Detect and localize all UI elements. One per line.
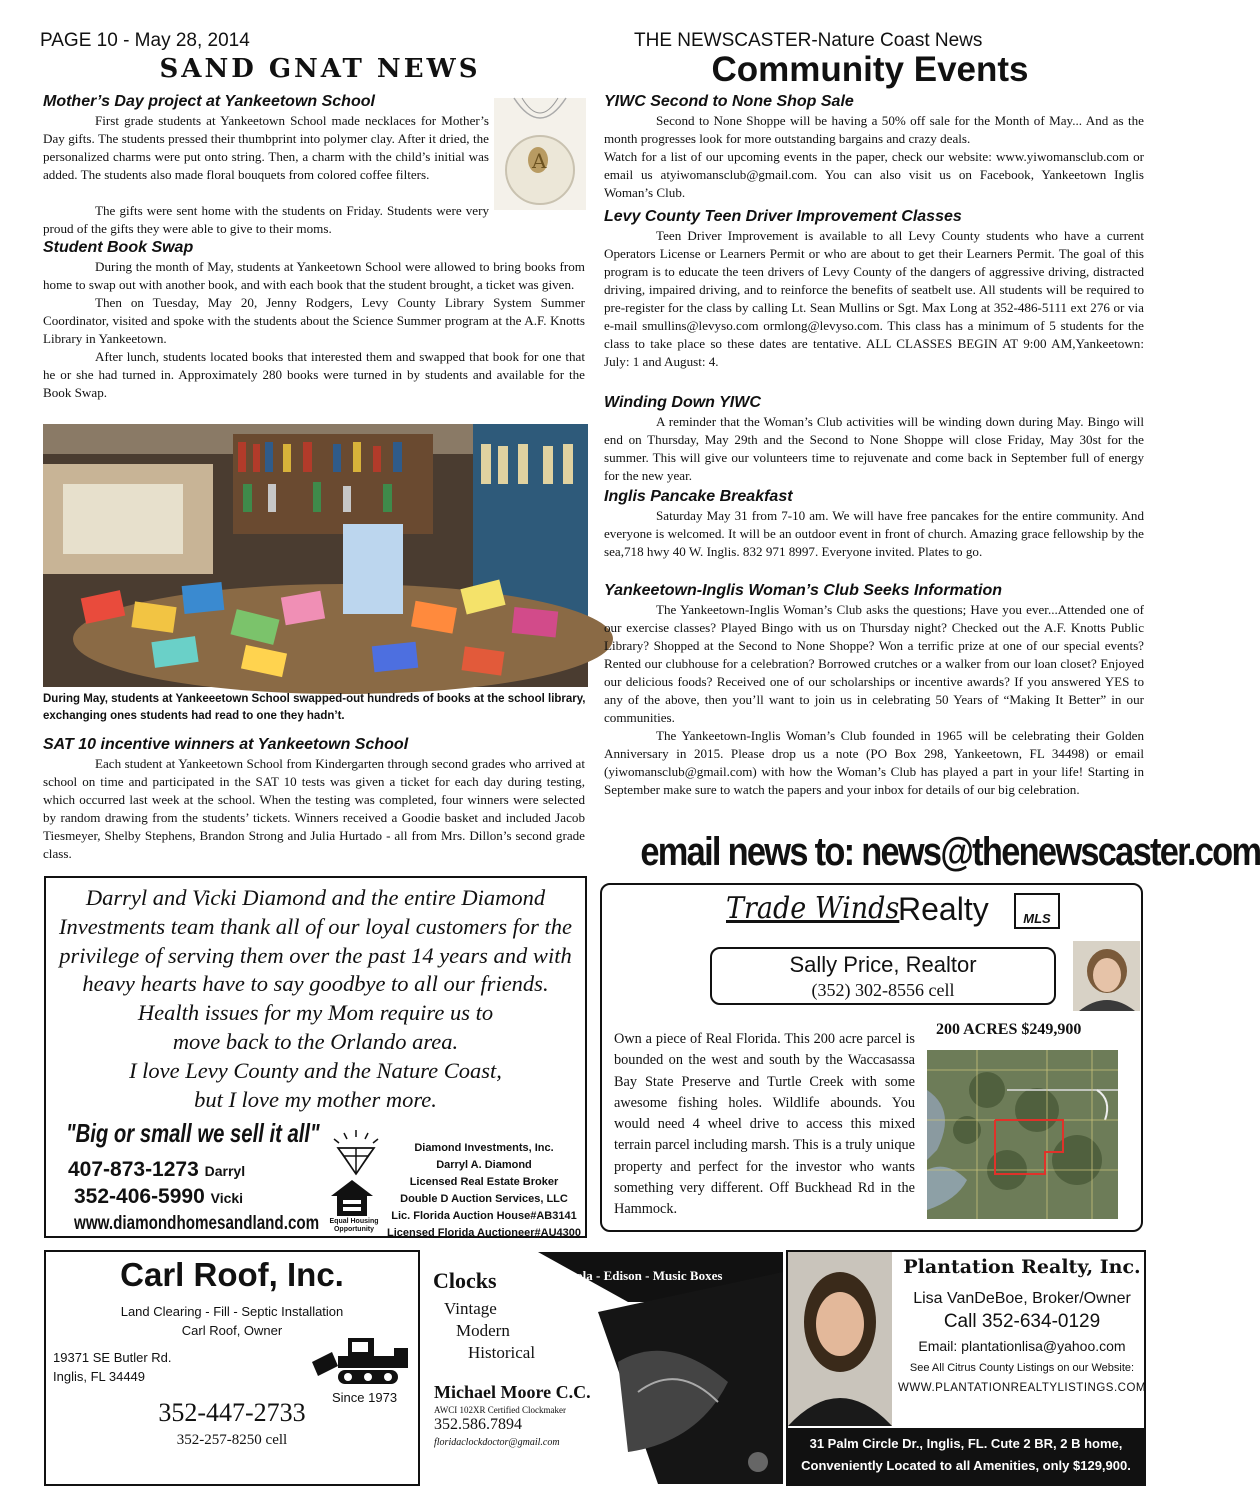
paragraph: Each student at Yankeetown School from Kindergarten through second grades who arrived at school on time and participated in the SAT 10 tests was given a ticket for each day during testing, which occurred last week at the school. When the testing was completed, four winners were selected by random drawing from the students’ tickets. Winners received a Goodie basket and included Jacob Tiesmeyer, Shelby Stephens, Brandon Strong and Julia Hurtado - all from Mrs. Dillon’s second grade class. <box>43 756 585 861</box>
phone-vicki[interactable] <box>74 1185 243 1209</box>
property-description: Own a piece of Real Florida. This 200 acre parcel is bounded on the west and south by the Waccasassa Bay State Preserve and Turtle Creek with some awesome fishing holes. Wildlife abounds. You would need 4 wheel drive to access this mixed terrain parcel including marsh. This is a truly unique property and perfect for the investor who wants something very different. Off Buckhead Rd in the Hammock. <box>614 1031 915 1218</box>
realty-website[interactable]: WWW.PLANTATIONREALTYLISTINGS.COM <box>898 1382 1146 1394</box>
realty-word: Realty <box>898 891 989 927</box>
broker-name: Lisa VanDeBoe, Broker/Owner <box>913 1290 1131 1307</box>
broker-contact <box>898 1288 1146 1397</box>
message-line: Health issues for my Mom require us to <box>137 1000 494 1026</box>
label-line: Equal Housing <box>329 1218 379 1225</box>
farewell-message <box>46 884 585 1114</box>
article-mothers-day <box>43 92 489 184</box>
cell-phone[interactable]: 352-257-8250 cell <box>176 1432 288 1448</box>
paragraph: Second to None Shoppe will be having a 50% off sale for the Month of May... And as the month progresses look for more outstanding bargains and crazy deals. <box>604 113 1144 146</box>
paragraph: After lunch, students located books that interested them and swapped that book for one that he or she had turned in. Approximately 280 books were turned in by students and available for the Book Swap. <box>43 349 585 400</box>
equal-housing-label <box>324 1218 384 1234</box>
company-title: Carl Roof, Inc. <box>120 1256 344 1293</box>
carl-roof-ad <box>44 1250 420 1486</box>
phone-darryl[interactable] <box>68 1158 245 1182</box>
slogan: "Big or small we sell it all" <box>66 1118 320 1148</box>
paragraph: Saturday May 31 from 7-10 am. We will have free pancakes for the entire community. And everyone is welcomed. It will be an outdoor event in front of church. Amazing grace fellowship by the sea,718 hwy 40 W. Inglis. 832 971 8997. Everyone invited. Plates to go. <box>604 508 1144 559</box>
headline: Winding Down YIWC <box>604 394 761 411</box>
address-line: Inglis, FL 34449 <box>53 1369 146 1384</box>
license-line: Lic. Florida Auction House#AB3141 <box>391 1210 577 1222</box>
paragraph: Then on Tuesday, May 20, Jenny Rodgers, Levy County Library System Summer Coordinator, visited and spoke with the students about the Science Summer program at the A.F. Knotts Library in Yankeetown. <box>43 295 585 346</box>
phone-number[interactable]: 407-873-1273 <box>68 1158 199 1181</box>
main-phone[interactable]: 352-447-2733 <box>158 1398 306 1427</box>
license-info <box>384 1140 584 1242</box>
paragraph: The Yankeetown-Inglis Woman’s Club asks the questions; Have you ever...Attended one of our exercise classes? Played Bingo with us on Thursday night? Checked out the A.F. Knotts Public Library? Shopped at the Second to None Shoppe? Won a terrific prize at one of our special events? Rented our clubhouse for a celebration? Borrowed crutches or a walker from our loan closet? Enjoyed our delicious foods? Received one of our scholarships or incentive awards? If you answered YES to any of the above, then you’ll want to join us in celebrating 50 Years of “Making It Better” in our communities. <box>604 602 1144 725</box>
realtor-contact-box <box>710 947 1056 1005</box>
paragraph: During the month of May, students at Yankeetown School were allowed to bring books from home to swap out with another book, and with each book that the student brought, a ticket was given. <box>43 259 585 292</box>
realtor-phone[interactable]: (352) 302-8556 cell <box>811 980 955 1000</box>
clocks-email[interactable]: floridaclockdoctor@gmail.com <box>434 1437 560 1448</box>
license-line: Double D Auction Services, LLC <box>400 1193 568 1205</box>
clock-categories <box>444 1298 535 1364</box>
headline: YIWC Second to None Shop Sale <box>604 93 854 110</box>
article-teen-driver <box>604 207 1144 371</box>
label-line: Opportunity <box>333 1226 375 1233</box>
music-banner: Victrola - Edison - Music Boxes <box>548 1268 723 1283</box>
headline: Yankeetown-Inglis Woman’s Club Seeks Information <box>604 582 1002 599</box>
listing-line: Conveniently Located to all Amenities, only $129,900. <box>801 1458 1131 1473</box>
necklace-photo <box>494 98 586 210</box>
article-seeks-info <box>604 581 1144 799</box>
article-pancake <box>604 487 1144 561</box>
website-link[interactable]: www.diamondhomesandland.com <box>74 1213 320 1234</box>
paragraph: The gifts were sent home with the students on Friday. Students were very proud of the gifts they were able to give to their moms. <box>43 203 489 236</box>
photo-caption: During May, students at Yankeeetown School swapped-out hundreds of books at the school library, exchanging ones students had read to one they hadn’t. <box>43 693 586 722</box>
trade-winds-realty-ad <box>600 883 1143 1232</box>
mls-logo <box>1014 893 1060 929</box>
headline: Inglis Pancake Breakfast <box>604 488 793 505</box>
message-line: but I love my mother more. <box>194 1086 437 1112</box>
contact-name: Vicki <box>210 1190 244 1206</box>
license-line: Licensed Florida Auctioneer#AU4300 <box>387 1227 581 1239</box>
clocks-title: Clocks <box>433 1268 497 1293</box>
property-price: 200 ACRES $249,900 <box>936 1021 1082 1038</box>
paragraph: The Yankeetown-Inglis Woman’s Club founded in 1965 will be celebrating their Golden Anniversary in 2015. Please drop us a note (PO Box 298, Yankeetown, FL 34498) or email (yiwomansclub@gmail.com) with how the Woman’s Club has played a part in your life! Starting in September make sure to watch the papers and your inbox for details of our big celebration. <box>604 728 1144 797</box>
mls-text: MLS <box>1023 911 1051 926</box>
bulldozer-icon <box>308 1332 416 1386</box>
clockmaker-name: Michael Moore C.C. <box>434 1382 591 1402</box>
license-line: Darryl A. Diamond <box>436 1159 532 1171</box>
paragraph: Watch for a list of our upcoming events in the paper, check our website: www.yiwomansclub.com or email us atyiwomansclub@gmail.com. You can also visit us on Facebook, Yankeetown Inglis Woman’s Club. <box>604 149 1144 200</box>
clocks-phone[interactable]: 352.586.7894 <box>434 1416 522 1433</box>
certification: AWCI 102XR Certified Clockmaker <box>434 1405 566 1415</box>
message-line: heavy hearts have to say goodbye to all our friends. <box>82 971 549 997</box>
owner-line: Carl Roof, Owner <box>181 1323 283 1338</box>
broker-email[interactable]: Email: plantationlisa@yahoo.com <box>918 1338 1126 1354</box>
diamond-icon <box>326 1128 386 1178</box>
message-line: I love Levy County and the Nature Coast, <box>129 1057 502 1083</box>
article-shop-sale <box>604 92 1144 202</box>
category-item: Historical <box>468 1343 536 1362</box>
license-line: Diamond Investments, Inc. <box>414 1142 554 1154</box>
headline: Mother’s Day project at Yankeetown School <box>43 93 375 110</box>
paragraph: First grade students at Yankeetown School made necklaces for Mother’s Day gifts. The students pressed their thumbprint into polymer clay. After it dried, the personalized charms were put onto string. Then, a charm with the child’s initial was added. The students also made floral bouquets from colored coffee filters. <box>43 113 489 182</box>
message-line: privilege of serving them over the past 14 years and with <box>59 942 572 968</box>
svg-text:A: A <box>532 149 547 173</box>
realty-title: Plantation Realty, Inc. <box>903 1256 1141 1278</box>
listings-note: See All Citrus County Listings on our Website: <box>909 1362 1135 1374</box>
listing-line: 31 Palm Circle Dr., Inglis, FL. Cute 2 BR, 2 B home, <box>809 1436 1123 1451</box>
trade-winds-logo: Trade Winds <box>726 891 900 926</box>
article-winding-down <box>604 393 1144 485</box>
address-line: 19371 SE Butler Rd. <box>53 1350 172 1365</box>
email-news-banner[interactable]: email news to: news@thenewscaster.com <box>640 830 1260 874</box>
realtor-name: Sally Price, Realtor <box>789 952 977 977</box>
category-item: Modern <box>456 1321 510 1340</box>
publication-header: THE NEWSCASTER-Nature Coast News <box>634 30 983 51</box>
headline: SAT 10 incentive winners at Yankeetown School <box>43 736 409 753</box>
contact-name: Darryl <box>204 1163 246 1179</box>
clocks-ad <box>428 1252 783 1484</box>
broker-phone[interactable]: Call 352-634-0129 <box>943 1311 1101 1332</box>
services-line: Land Clearing - Fill - Septic Installation <box>120 1304 344 1319</box>
message-line: Darryl and Vicki Diamond and the entire Diamond <box>85 885 546 910</box>
article-sat10 <box>43 735 585 863</box>
broker-portrait <box>788 1252 892 1426</box>
category-item: Vintage <box>444 1299 497 1318</box>
license-line: Licensed Real Estate Broker <box>409 1176 559 1188</box>
diamond-investments-ad <box>44 876 587 1238</box>
phone-number[interactable]: 352-406-5990 <box>74 1185 205 1208</box>
page-header: PAGE 10 - May 28, 2014 <box>40 30 250 51</box>
article-mothers-day-cont <box>43 202 489 238</box>
paragraph: Teen Driver Improvement is available to all Levy County students who have a current Operators License or Learners Permit or who are about to get their Learners Permit. The goal of this program is to educate the teen drivers of Levy County of the dangers of aggressive driving, distracted driving, impaired driving, and to reinforce the benefits of seatbelt use. All students will be required to pre-register for the class by calling Lt. Sean Mullins or Sgt. Max Long at 352-486-5111 ext 276 or via e-mail smullins@levyso.com ormlong@levyso.com. This class has a minimum of 5 students for the class to take place so these dates are tentative. ALL CLASSES BEGIN AT 9:00 AM,Yankeetown: July: 1 and August: 4. <box>604 228 1144 369</box>
paragraph: A reminder that the Woman’s Club activities will be winding down during May. Bingo will end on Thursday, May 29th and the Second to None Shoppe will close Friday, May 30st for the summer. This will give our volunteers time to rejuvenate and come back in September full of energy for the new year. <box>604 414 1144 483</box>
headline: Student Book Swap <box>43 239 194 256</box>
article-book-swap <box>43 238 585 402</box>
message-line: Investments team thank all of our loyal customers for the <box>58 913 573 939</box>
headline: Levy County Teen Driver Improvement Classes <box>604 208 962 225</box>
realtor-portrait <box>1073 941 1140 1011</box>
section-title-community-events: Community Events <box>711 50 1029 89</box>
message-line: move back to the Orlando area. <box>172 1028 459 1054</box>
property-aerial-map <box>927 1050 1118 1219</box>
section-title-sand-gnat: SAND GNAT NEWS <box>159 54 481 84</box>
listing-banner <box>788 1428 1144 1484</box>
library-book-swap-photo <box>43 424 588 687</box>
since-year: Since 1973 <box>332 1390 398 1405</box>
equal-housing-icon <box>329 1178 375 1218</box>
address <box>53 1348 172 1386</box>
plantation-realty-ad <box>786 1250 1146 1486</box>
